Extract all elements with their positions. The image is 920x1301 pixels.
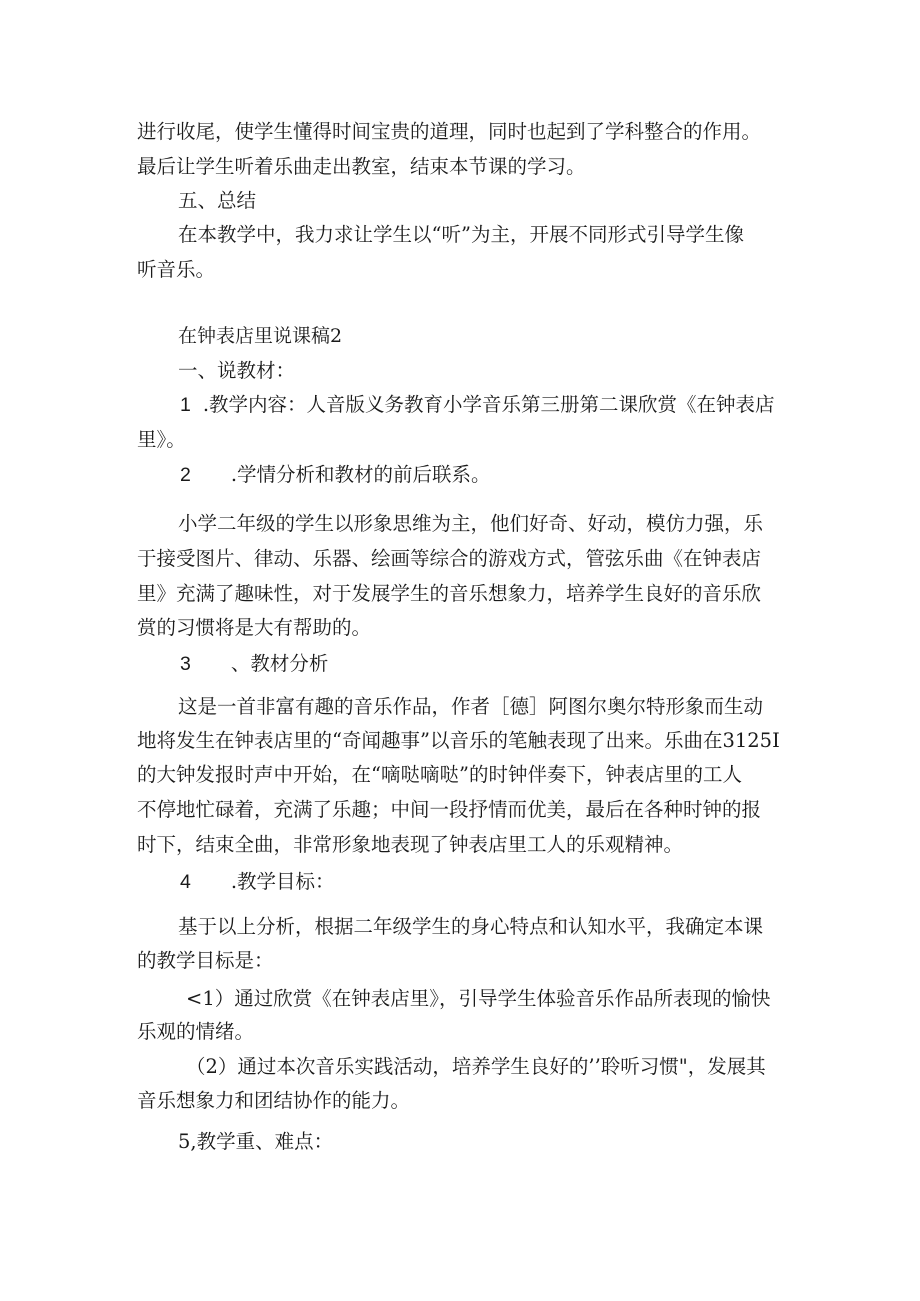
paragraph-line: 听音乐。 [137, 258, 216, 281]
paragraph-line: 进行收尾，使学生懂得时间宝贵的道理，同时也起到了学科整合的作用。 [137, 120, 762, 143]
goal-item: （2）通过本次音乐实践活动，培养学生良好的’’聆听习惯"，发展其 [186, 1055, 766, 1078]
paragraph-line: 地将发生在钟表店里的“奇闻趣事”以音乐的笔触表现了出来。乐曲在3125I [137, 729, 780, 752]
paragraph-line: 音乐想象力和团结协作的能力。 [137, 1089, 411, 1112]
paragraph-line: 赏的习惯将是大有帮助的。 [137, 616, 372, 639]
paragraph-line: 在本教学中，我力求让学生以“听”为主，开展不同形式引导学生像 [178, 223, 744, 246]
item-number: 2 [180, 464, 191, 486]
paragraph-line: 的大钟发报时声中开始，在“嘀哒嘀哒”的时钟伴奏下，钟表店里的工人 [137, 763, 742, 786]
paragraph-line: 里》充满了趣味性，对于发展学生的音乐想象力，培养学生良好的音乐欣 [137, 582, 762, 605]
paragraph-line: 于接受图片、律动、乐器、绘画等综合的游戏方式，管弦乐曲《在钟表店 [137, 547, 762, 570]
item-number: 4 [180, 871, 191, 893]
goal-item: <1）通过欣赏《在钟表店里》，引导学生体验音乐作品所表现的愉快 [186, 987, 771, 1010]
section-heading: 5,教学重、难点： [178, 1130, 334, 1153]
numbered-item: 2 .学情分析和教材的前后联系。 [180, 463, 491, 486]
paragraph-line: 最后让学生听着乐曲走出教室，结束本节课的学习。 [137, 155, 586, 178]
paragraph-line: 不停地忙碌着，充满了乐趣；中间一段抒情而优美，最后在各种时钟的报 [137, 798, 762, 821]
paragraph-line: 基于以上分析，根据二年级学生的身心特点和认知水平，我确定本课 [178, 915, 764, 938]
paragraph-line: 时下，结束全曲，非常形象地表现了钟表店里工人的乐观精神。 [137, 833, 684, 856]
document-title: 在钟表店里说课稿2 [178, 325, 343, 347]
paragraph-line: 里》。 [137, 428, 186, 451]
paragraph-line: 的教学目标是： [137, 949, 274, 972]
item-number: 3 [180, 653, 191, 675]
paragraph-line: 这是一首非富有趣的音乐作品，作者［德］阿图尔奥尔特形象而生动 [178, 695, 764, 718]
numbered-item: 4 .教学目标： [180, 870, 335, 893]
item-number: 1 [180, 394, 191, 416]
section-heading: 一、说教材： [178, 359, 296, 382]
paragraph-line: 乐观的情绪。 [137, 1020, 255, 1043]
section-heading: 五、总结 [178, 189, 257, 212]
numbered-item: 3 、教材分析 [180, 652, 329, 675]
paragraph-line: 小学二年级的学生以形象思维为主，他们好奇、好动，模仿力强，乐 [178, 512, 764, 535]
numbered-item: 1 .教学内容：人音版义务教育小学音乐第三册第二课欣赏《在钟表店 [180, 393, 775, 416]
